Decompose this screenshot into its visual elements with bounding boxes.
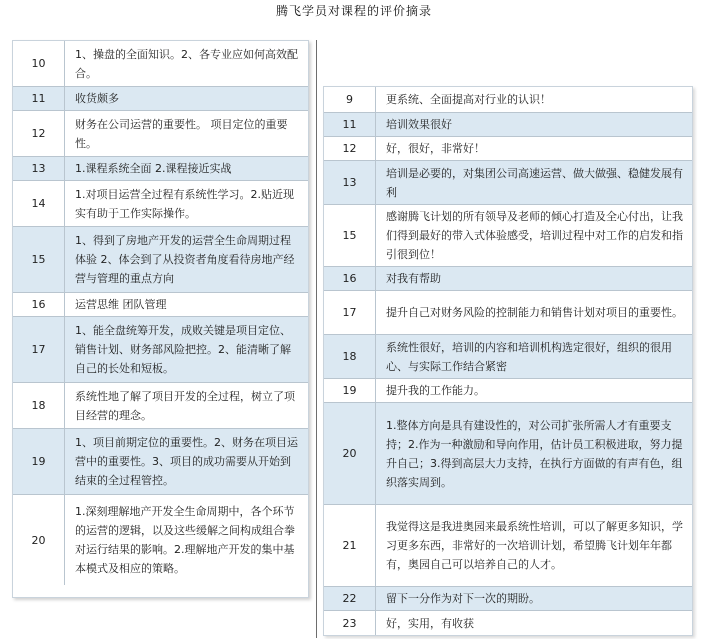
- comment-text: 1、操盘的全面知识。2、各专业应如何高效配合。: [75, 47, 298, 80]
- comment-text: 好，实用，有收获: [386, 616, 474, 630]
- table-row: [324, 611, 692, 635]
- table-row: [13, 41, 308, 87]
- column-divider: [316, 40, 317, 638]
- row-comment: [376, 505, 692, 586]
- row-comment: [376, 113, 692, 136]
- row-number: 11: [13, 87, 65, 110]
- row-comment: [65, 181, 308, 226]
- row-comment: [376, 87, 692, 112]
- table-row: [13, 317, 308, 383]
- row-comment: [376, 161, 692, 204]
- table-row: [13, 227, 308, 293]
- row-number: 19: [324, 379, 376, 402]
- row-comment: [376, 137, 692, 160]
- row-comment: [65, 41, 308, 86]
- row-comment: [65, 227, 308, 292]
- comment-text: 系统性地了解了项目开发的全过程，树立了项目经营的理念。: [75, 389, 295, 422]
- comment-text: 更系统、全面提高对行业的认识！: [386, 93, 551, 106]
- page-title: 腾飞学员对课程的评价摘录: [275, 4, 432, 18]
- comment-text: 我觉得这是我进奥园来最系统性培训，可以了解更多知识，学习更多东西，非常好的一次培训计划，希望腾飞计划年年都有，奥园自己可以培养自己的人才。: [386, 520, 683, 571]
- table-row: [13, 111, 308, 157]
- table-row: [324, 137, 692, 161]
- row-number: 16: [324, 267, 376, 290]
- comment-text: 提升我的工作能力。: [386, 384, 485, 397]
- row-comment: [376, 611, 692, 635]
- table-row: [13, 157, 308, 181]
- row-comment: [376, 205, 692, 266]
- row-comment: [376, 587, 692, 610]
- row-comment: [376, 291, 692, 334]
- row-number: 11: [324, 113, 376, 136]
- row-number: 17: [13, 317, 65, 382]
- table-row: [324, 335, 692, 379]
- comment-text: 财务在公司运营的重要性。 项目定位的重要性。: [75, 117, 288, 150]
- comment-text: 运营思维 团队管理: [75, 298, 167, 311]
- row-number: 23: [324, 611, 376, 635]
- table-row: [324, 113, 692, 137]
- comment-text: 感谢腾飞计划的所有领导及老师的倾心打造及全心付出，让我们得到最好的带入式体验感受，培训过程中对工作的启发和指引很到位！: [386, 210, 683, 261]
- row-number: 15: [324, 205, 376, 266]
- row-number: 18: [324, 335, 376, 378]
- comment-text: 1.整体方向是具有建设性的，对公司扩张所需人才有重要支持；2.作为一种激励和导向作用，估计员工积极进取，努力提升自己；3.得到高层大力支持，在执行方面做的有声有色，组织落实周到。: [386, 418, 683, 489]
- table-row: [324, 587, 692, 611]
- left-evaluation-table: [12, 40, 309, 598]
- comment-text: 1、能全盘统筹开发，成败关键是项目定位、销售计划、财务部风险把控。2、能清晰了解自己的长处和短板。: [75, 324, 291, 375]
- comment-text: 对我有帮助: [386, 272, 441, 285]
- row-number: 14: [13, 181, 65, 226]
- table-row: [324, 505, 692, 587]
- comment-text: 1.深刻理解地产开发全生命周期中，各个环节的运营的逻辑，以及这些缓解之间构成组合拳对运行结果的影响。2.理解地产开发的集中基本模式及相应的策略。: [75, 505, 295, 575]
- row-number: 12: [13, 111, 65, 156]
- row-number: 13: [324, 161, 376, 204]
- comment-text: 培训是必要的，对集团公司高速运营、做大做强、稳健发展有利: [386, 166, 683, 199]
- row-comment: [376, 267, 692, 290]
- table-row: [13, 383, 308, 429]
- table-row: [13, 181, 308, 227]
- row-number: 20: [324, 403, 376, 504]
- table-row: [324, 403, 692, 505]
- table-row: [13, 293, 308, 317]
- row-number: 13: [13, 157, 65, 180]
- table-row: [324, 291, 692, 335]
- comment-text: 留下一分作为对下一次的期盼。: [386, 592, 540, 605]
- row-comment: [376, 335, 692, 378]
- table-row: [324, 267, 692, 291]
- table-row: [324, 161, 692, 205]
- table-row: [324, 205, 692, 267]
- row-comment: [65, 495, 308, 585]
- row-comment: [376, 379, 692, 402]
- row-number: 18: [13, 383, 65, 428]
- table-row: [324, 87, 692, 113]
- table-row: [13, 429, 308, 495]
- right-evaluation-table: [323, 86, 693, 636]
- row-comment: [65, 111, 308, 156]
- comment-text: 1.课程系统全面 2.课程接近实战: [75, 162, 232, 175]
- table-row: [13, 87, 308, 111]
- comment-text: 1、得到了房地产开发的运营全生命周期过程体验 2、体会到了从投资者角度看待房地产经营与管理的重点方向: [75, 234, 295, 285]
- row-number: 20: [13, 495, 65, 585]
- row-number: 12: [324, 137, 376, 160]
- row-number: 15: [13, 227, 65, 292]
- comment-text: 收货颇多: [75, 92, 119, 105]
- row-number: 10: [13, 41, 65, 86]
- row-comment: [65, 87, 308, 110]
- comment-text: 系统性很好，培训的内容和培训机构选定很好，组织的很用心、与实际工作结合紧密: [386, 340, 672, 373]
- row-comment: [376, 403, 692, 504]
- row-number: 22: [324, 587, 376, 610]
- comment-text: 好，很好，非常好！: [386, 142, 485, 155]
- table-row: [324, 379, 692, 403]
- row-number: 19: [13, 429, 65, 494]
- table-row: [13, 495, 308, 585]
- row-comment: [65, 317, 308, 382]
- comment-text: 1、项目前期定位的重要性。2、财务在项目运营中的重要性。3、项目的成功需要从开始到结束的全过程管控。: [75, 436, 298, 487]
- row-number: 9: [324, 87, 376, 112]
- comment-text: 培训效果很好: [386, 118, 452, 131]
- row-number: 17: [324, 291, 376, 334]
- row-comment: [65, 429, 308, 494]
- comment-text: 提升自己对财务风险的控制能力和销售计划对项目的重要性。: [386, 306, 683, 319]
- row-number: 21: [324, 505, 376, 586]
- row-comment: [65, 157, 308, 180]
- row-number: 16: [13, 293, 65, 316]
- row-comment: [65, 383, 308, 428]
- row-comment: [65, 293, 308, 316]
- comment-text: 1.对项目运营全过程有系统性学习。2.贴近现实有助于工作实际操作。: [75, 187, 294, 220]
